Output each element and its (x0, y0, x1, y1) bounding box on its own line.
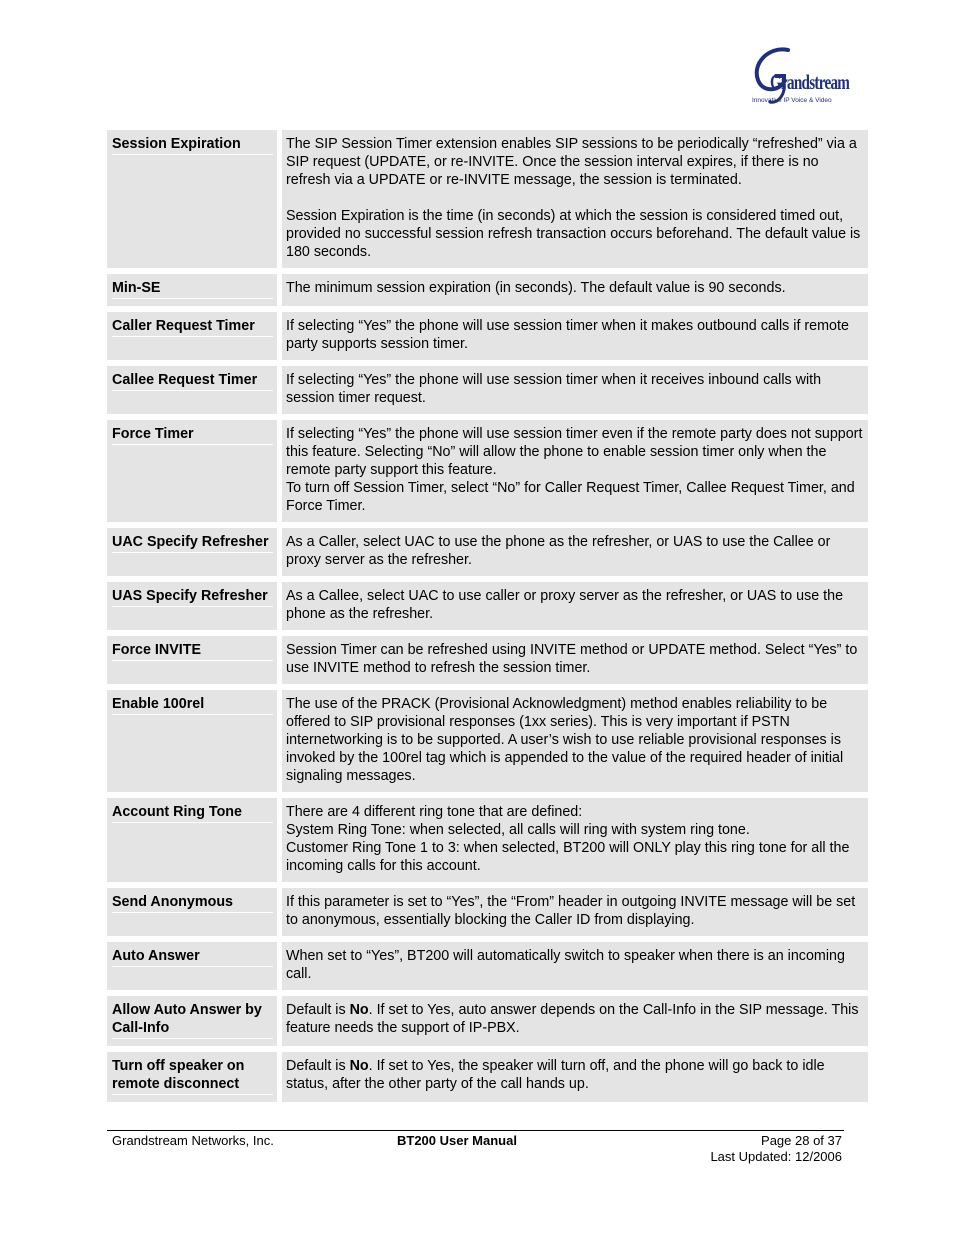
paragraph-spacer (286, 189, 864, 207)
table-row (107, 312, 868, 360)
footer-page-number: Page 28 of 37 (761, 1133, 842, 1148)
table-row (107, 274, 868, 306)
parameter-name-cell (107, 582, 282, 630)
parameter-name: UAS Specify Refresher (112, 587, 273, 607)
description-paragraph: The minimum session expiration (in seconds). The default value is 90 seconds. (286, 280, 786, 296)
table-row (107, 888, 868, 936)
description-paragraph: To turn off Session Timer, select “No” for Caller Request Timer, Callee Request Timer, and Force Timer. (286, 480, 855, 514)
parameter-description-cell (282, 996, 868, 1046)
parameter-description-cell (282, 942, 868, 990)
table-row (107, 798, 868, 882)
parameter-name: UAC Specify Refresher (112, 533, 273, 553)
parameter-name: Account Ring Tone (112, 803, 273, 823)
parameter-name: Session Expiration (112, 135, 273, 155)
parameter-name: Min-SE (112, 279, 273, 299)
logo-wordmark: Grandstream (770, 70, 850, 94)
logo-tagline: Innovative IP Voice & Video (752, 97, 832, 104)
parameter-description-cell (282, 528, 868, 576)
table-row (107, 690, 868, 792)
parameter-description-cell (282, 1052, 868, 1102)
parameter-description-cell (282, 420, 868, 522)
parameter-name: Allow Auto Answer by Call-Info (112, 1001, 273, 1039)
parameter-name: Enable 100rel (112, 695, 273, 715)
description-text: . If set to Yes, the speaker will turn off, and the phone will go back to idle status, after the other party of the call hands up. (286, 1058, 825, 1092)
parameter-description-cell (282, 636, 868, 684)
table-row (107, 528, 868, 576)
parameter-name: Callee Request Timer (112, 371, 273, 391)
parameter-description-cell (282, 888, 868, 936)
description-paragraph: Session Timer can be refreshed using INVITE method or UPDATE method. Select “Yes” to use INVITE method to refresh the session timer. (286, 642, 858, 676)
parameter-name-cell (107, 420, 282, 522)
description-paragraph: The SIP Session Timer extension enables SIP sessions to be periodically “refreshed” via a SIP request (UPDATE, or re-INVITE. Once the session interval expires, if there is no refresh via a UPDATE or re-INVITE message, the session is terminated. (286, 136, 857, 188)
table-row (107, 996, 868, 1046)
table-row (107, 582, 868, 630)
description-paragraph: If selecting “Yes” the phone will use session timer when it makes outbound calls if remote party supports session timer. (286, 318, 849, 352)
parameter-name-cell (107, 528, 282, 576)
description-paragraph: There are 4 different ring tone that are defined: (286, 804, 583, 820)
parameter-name-cell (107, 130, 282, 268)
description-paragraph: If selecting “Yes” the phone will use session timer when it receives inbound calls with session timer request. (286, 372, 822, 406)
parameter-table (107, 124, 868, 1108)
parameter-name: Force INVITE (112, 641, 273, 661)
parameter-name-cell (107, 636, 282, 684)
table-row (107, 420, 868, 522)
description-paragraph (286, 1001, 864, 1037)
description-paragraph: Session Expiration is the time (in seconds) at which the session is considered timed out, provided no successful session refresh transaction occurs beforehand. The default value is 180 seconds. (286, 208, 861, 260)
description-paragraph: When set to “Yes”, BT200 will automatically switch to speaker when there is an incoming call. (286, 948, 845, 982)
parameter-description-cell (282, 582, 868, 630)
parameter-name-cell (107, 942, 282, 990)
footer-manual-title: BT200 User Manual (397, 1133, 517, 1148)
table-row (107, 942, 868, 990)
footer-company: Grandstream Networks, Inc. (112, 1133, 274, 1148)
description-paragraph (286, 1057, 864, 1093)
description-paragraph: System Ring Tone: when selected, all calls will ring with system ring tone. (286, 822, 750, 838)
description-text: . If set to Yes, auto answer depends on the Call-Info in the SIP message. This feature needs the support of IP-PBX. (286, 1002, 859, 1036)
parameter-name: Auto Answer (112, 947, 273, 967)
description-paragraph: If this parameter is set to “Yes”, the “From” header in outgoing INVITE message will be set to anonymous, essentially blocking the Caller ID from displaying. (286, 894, 856, 928)
parameter-name-cell (107, 1052, 282, 1102)
parameter-name: Turn off speaker on remote disconnect (112, 1057, 273, 1095)
parameter-name-cell (107, 690, 282, 792)
footer-divider (107, 1130, 844, 1131)
parameter-name: Send Anonymous (112, 893, 273, 913)
grandstream-logo (748, 42, 850, 110)
parameter-name-cell (107, 888, 282, 936)
table-row (107, 130, 868, 268)
parameter-name-cell (107, 366, 282, 414)
parameter-name: Caller Request Timer (112, 317, 273, 337)
footer-last-updated: Last Updated: 12/2006 (710, 1149, 842, 1164)
table-row (107, 1052, 868, 1102)
table-row (107, 636, 868, 684)
parameter-description-cell (282, 690, 868, 792)
description-paragraph: The use of the PRACK (Provisional Acknowledgment) method enables reliability to be offered to SIP provisional responses (1xx series). This is very important if PSTN internetworking is to be supported. A user’s wish to use reliable provisional responses is invoked by the 100rel tag which is appended to the value of the required header of initial signaling messages. (286, 696, 844, 784)
parameter-description-cell (282, 312, 868, 360)
parameter-name-cell (107, 312, 282, 360)
default-value: No (349, 1002, 369, 1018)
parameter-name-cell (107, 996, 282, 1046)
description-paragraph: Customer Ring Tone 1 to 3: when selected, BT200 will ONLY play this ring tone for all the incoming calls for this account. (286, 840, 850, 874)
description-text: Default is (286, 1002, 350, 1018)
parameter-description-cell (282, 366, 868, 414)
description-paragraph: If selecting “Yes” the phone will use session timer even if the remote party does not support this feature. Selecting “No” will allow the phone to enable session timer only when the remote party support this feature. (286, 426, 863, 478)
parameter-description-cell (282, 274, 868, 306)
parameter-name: Force Timer (112, 425, 273, 445)
footer-page-info (710, 1133, 842, 1165)
description-text: Default is (286, 1058, 350, 1074)
parameter-name-cell (107, 274, 282, 306)
description-paragraph: As a Caller, select UAC to use the phone as the refresher, or UAS to use the Callee or proxy server as the refresher. (286, 534, 831, 568)
parameter-description-cell (282, 798, 868, 882)
table-row (107, 366, 868, 414)
default-value: No (349, 1058, 369, 1074)
parameter-description-cell (282, 130, 868, 268)
parameter-name-cell (107, 798, 282, 882)
description-paragraph: As a Callee, select UAC to use caller or proxy server as the refresher, or UAS to use the phone as the refresher. (286, 588, 844, 622)
